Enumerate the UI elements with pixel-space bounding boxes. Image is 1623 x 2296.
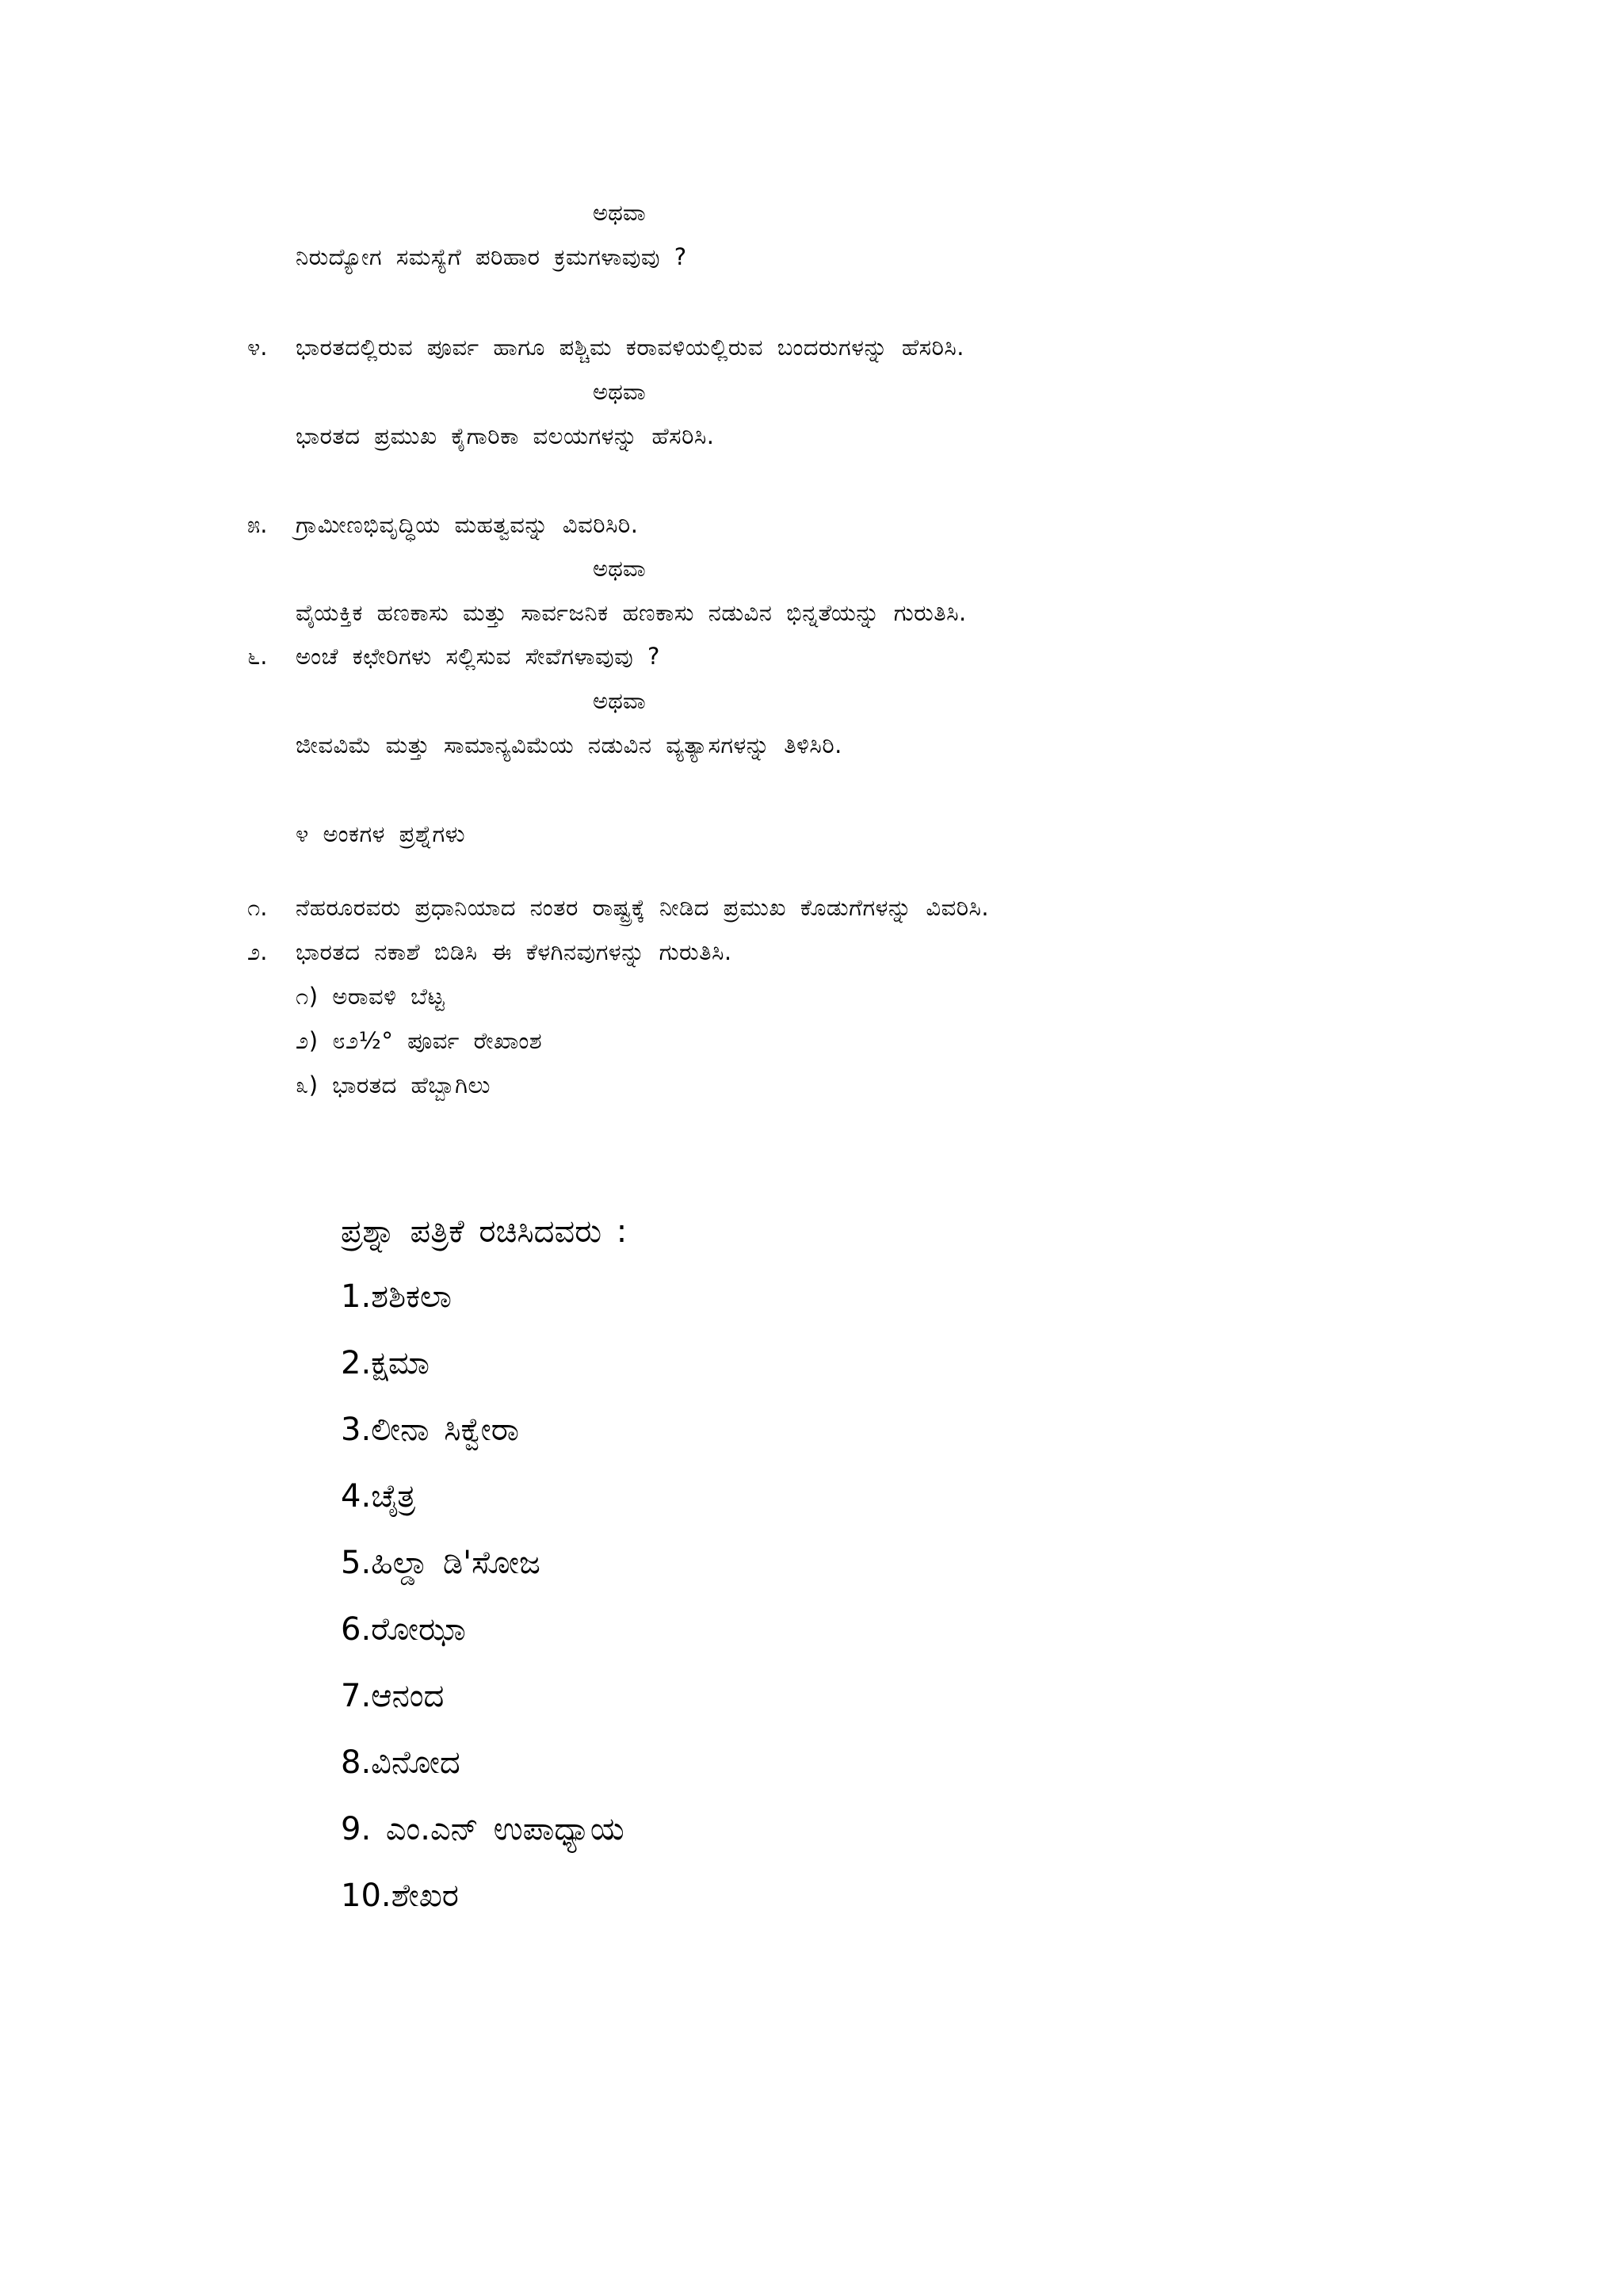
author-item: 1.ಶಶಿಕಲಾ	[341, 1278, 453, 1315]
or-divider-6: ಅಥವಾ	[593, 687, 646, 714]
question-b1-text: ನೆಹರೂರವರು ಪ್ರಧಾನಿಯಾದ ನಂತರ ರಾಷ್ಟ್ರಕ್ಕೆ ನೀಡಿದ ಪ್ರಮುಖ ಕೊಡುಗೆಗಳನ್ನು ವಿವರಿಸಿ.	[296, 894, 990, 921]
question-b2-number: ೨.	[247, 938, 268, 965]
or-divider-4: ಅಥವಾ	[593, 378, 646, 405]
question-4-alt: ಭಾರತದ ಪ್ರಮುಖ ಕೈಗಾರಿಕಾ ವಲಯಗಳನ್ನು ಹೆಸರಿಸಿ.	[296, 422, 715, 449]
section-heading-4-marks: ೪ ಅಂಕಗಳ ಪ್ರಶ್ನೆಗಳು	[296, 820, 466, 847]
author-item: 7.ಆನಂದ	[341, 1678, 445, 1714]
or-divider-5: ಅಥವಾ	[593, 555, 646, 582]
question-b2-text: ಭಾರತದ ನಕಾಶೆ ಬಿಡಿಸಿ ಈ ಕೆಳಗಿನವುಗಳನ್ನು ಗುರುತಿಸಿ.	[296, 938, 732, 965]
author-item: 9. ಎಂ.ಎನ್ ಉಪಾಧ್ಯಾಯ	[341, 1811, 624, 1847]
question-6-number: ೬.	[247, 643, 268, 670]
author-item: 2.ಕ್ಷಮಾ	[341, 1345, 430, 1381]
question-5-alt: ವೈಯಕ್ತಿಕ ಹಣಕಾಸು ಮತ್ತು ಸಾರ್ವಜನಿಕ ಹಣಕಾಸು ನಡುವಿನ ಭಿನ್ನತೆಯನ್ನು ಗುರುತಿಸಿ.	[296, 599, 967, 626]
alt-question-unemployment: ನಿರುದ್ಯೋಗ ಸಮಸ್ಯೆಗೆ ಪರಿಹಾರ ಕ್ರಮಗಳಾವುವು ?	[296, 243, 687, 270]
question-4-text: ಭಾರತದಲ್ಲಿರುವ ಪೂರ್ವ ಹಾಗೂ ಪಶ್ಚಿಮ ಕರಾವಳಿಯಲ್ಲಿರುವ ಬಂದರುಗಳನ್ನು ಹೆಸರಿಸಿ.	[296, 334, 965, 361]
or-divider-1: ಅಥವಾ	[593, 199, 646, 226]
question-6-text: ಅಂಚೆ ಕಛೇರಿಗಳು ಸಲ್ಲಿಸುವ ಸೇವೆಗಳಾವುವು ?	[296, 643, 660, 670]
question-4-number: ೪.	[247, 334, 268, 361]
question-5-number: ೫.	[247, 511, 268, 538]
author-item: 6.ರೋಝಾ	[341, 1611, 466, 1648]
question-5-text: ಗ್ರಾಮೀಣಭಿವೃದ್ಧಿಯ ಮಹತ್ವವನ್ನು ವಿವರಿಸಿರಿ.	[296, 511, 639, 538]
question-b2-sub-1: ೧) ಅರಾವಳಿ ಬೆಟ್ಟ	[296, 983, 445, 1010]
author-item: 5.ಹಿಲ್ಡಾ ಡಿ'ಸೋಜ	[341, 1545, 540, 1581]
question-b2-sub-3: ೩) ಭಾರತದ ಹೆಬ್ಬಾಗಿಲು	[296, 1072, 491, 1098]
question-6-alt: ಜೀವವಿಮೆ ಮತ್ತು ಸಾಮಾನ್ಯವಿಮೆಯ ನಡುವಿನ ವ್ಯತ್ಯಾಸಗಳನ್ನು ತಿಳಿಸಿರಿ.	[296, 732, 842, 758]
question-b1-number: ೧.	[247, 894, 268, 921]
author-item: 3.ಲೀನಾ ಸಿಕ್ವೇರಾ	[341, 1412, 520, 1448]
authors-heading: ಪ್ರಶ್ನಾ ಪತ್ರಿಕೆ ರಚಿಸಿದವರು :	[341, 1213, 628, 1250]
author-item: 10.ಶೇಖರ	[341, 1878, 459, 1914]
author-item: 4.ಚೈತ್ರ	[341, 1478, 416, 1515]
author-item: 8.ವಿನೋದ	[341, 1744, 460, 1781]
question-b2-sub-2: ೨) ೮೨½° ಪೂರ್ವ ರೇಖಾಂಶ	[296, 1027, 543, 1054]
